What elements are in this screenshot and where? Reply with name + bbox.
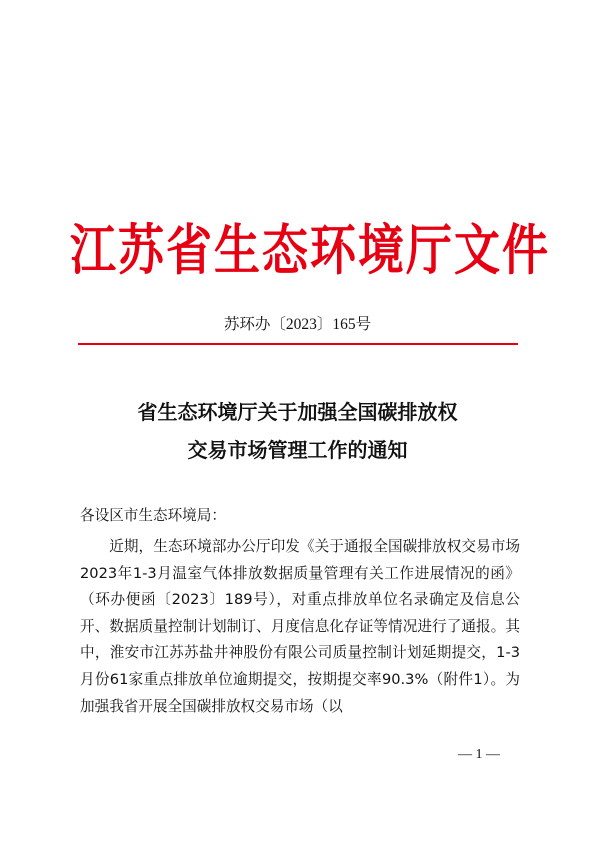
document-number: 苏环办〔2023〕165号 <box>223 316 372 333</box>
salutation: 各设区市生态环境局： <box>80 507 226 524</box>
page-number: — 1 — <box>458 747 500 762</box>
document-masthead: 江苏省生态环境厅文件 <box>70 218 550 282</box>
document-title-line-2: 交易市场管理工作的通知 <box>187 438 408 462</box>
red-divider-line <box>78 343 518 345</box>
body-paragraph: 近期，生态环境部办公厅印发《关于通报全国碳排放权交易市场2023年1-3月温室气体排放数据质量管理有关工作进展情况的函》（环办便函〔2023〕189号），对重点排放单位名录确定及信息公开、数据质量控制计划制订、月度信息化存证等情况进行了通报。其中，淮安市江苏苏盐井神股份有限公司质量控制计划延期提交，1-3月份61家重点排放单位逾期提交，按期提交率90.3%（附件1）。为加强我省开展全国碳排放权交易市场（以 <box>80 538 520 715</box>
document-title-line-1: 省生态环境厅关于加强全国碳排放权 <box>137 400 458 424</box>
